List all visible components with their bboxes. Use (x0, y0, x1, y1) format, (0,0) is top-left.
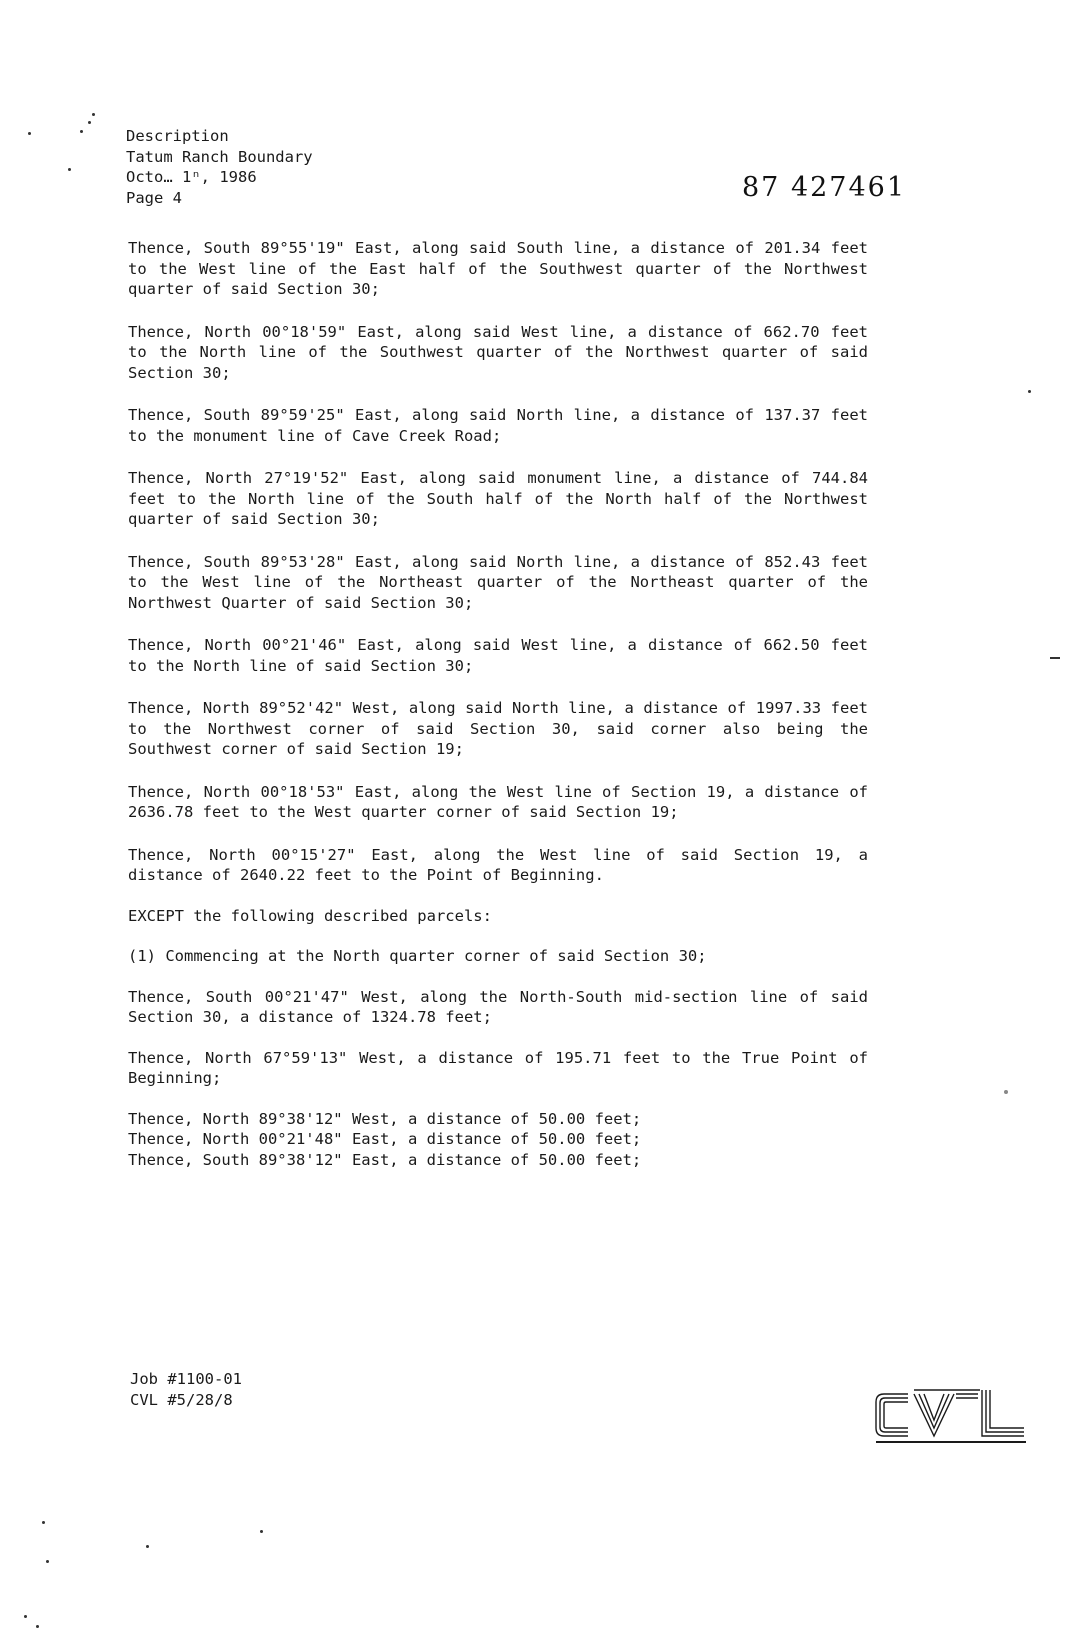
legal-description-body (128, 238, 868, 1170)
scan-speck (80, 130, 83, 133)
job-number: Job #1100-01 (130, 1370, 242, 1388)
paragraph: Thence, North 00°18'53" East, along the West line of Section 19, a distance of 2636.78 feet to the West quarter corner of said Section 19; (128, 782, 868, 821)
scan-speck (146, 1545, 149, 1548)
header-project: Tatum Ranch Boundary (126, 147, 313, 166)
except-heading: EXCEPT the following described parcels: (128, 906, 492, 925)
scan-speck (36, 1625, 39, 1628)
scan-speck (88, 121, 91, 124)
scan-speck (92, 113, 95, 116)
paragraph: Thence, South 00°21'47" West, along the North-South mid-section line of said Section 30, a distance of 1324.78 feet; (128, 987, 868, 1026)
scan-speck (68, 168, 71, 171)
scan-dash (1050, 657, 1060, 659)
paragraph: Thence, North 27°19'52" East, along said monument line, a distance of 744.84 feet to the North line of the South half of the North half of the Northwest quarter of said Section 30; (128, 469, 868, 528)
paragraph: Thence, North 67°59'13" West, a distance of 195.71 feet to the True Point of Beginning; (128, 1048, 868, 1087)
scan-speck (1004, 1090, 1008, 1094)
header-date: Octo… 1ⁿ, 1986 (126, 168, 257, 186)
paragraph: Thence, North 00°18'59" East, along said West line, a distance of 662.70 feet to the North line of the Southwest quarter of the Northwest quarter of said Section 30; (128, 322, 868, 382)
document-header (126, 126, 313, 208)
scan-speck (260, 1530, 263, 1533)
recording-number: 87 427461 (742, 172, 907, 203)
document-footer (130, 1369, 242, 1411)
scan-speck (1028, 390, 1031, 393)
paragraph: Thence, North 00°21'48" East, a distance of 50.00 feet; (128, 1130, 642, 1148)
paragraph: Thence, South 89°59'25" East, along said North line, a distance of 137.37 feet to the monument line of Cave Creek Road; (128, 406, 868, 445)
scan-speck (42, 1521, 45, 1524)
cvl-reference: CVL #5/28/8 (130, 1391, 233, 1409)
header-page: Page 4 (126, 188, 182, 207)
paragraph: Thence, South 89°53'28" East, along said North line, a distance of 852.43 feet to the West line of the Northeast quarter of the Northeast quarter of the Northwest Quarter of said Section 30; (128, 552, 868, 612)
paragraph: Thence, North 00°21'46" East, along said West line, a distance of 662.50 feet to the North line of said Section 30; (128, 636, 868, 675)
header-description: Description (126, 127, 229, 145)
cvl-logo (870, 1380, 1030, 1450)
paragraph: Thence, North 00°15'27" East, along the West line of said Section 19, a distance of 2640.22 feet to the Point of Beginning. (128, 845, 868, 884)
paragraph: Thence, South 89°38'12" East, a distance of 50.00 feet; (128, 1150, 642, 1169)
paragraph: Thence, North 89°38'12" West, a distance of 50.00 feet; (128, 1109, 642, 1128)
scan-speck (46, 1560, 49, 1563)
paragraph: Thence, North 89°52'42" West, along said North line, a distance of 1997.33 feet to the Northwest corner of said Section 30, said corner also being the Southwest corner of said Section 19; (128, 699, 868, 758)
scan-speck (24, 1615, 27, 1618)
scan-speck (28, 132, 31, 135)
paragraph: Thence, South 89°55'19" East, along said South line, a distance of 201.34 feet to the West line of the East half of the Southwest quarter of the Northwest quarter of said Section 30; (128, 239, 868, 298)
parcel-commencement: (1) Commencing at the North quarter corner of said Section 30; (128, 947, 707, 965)
